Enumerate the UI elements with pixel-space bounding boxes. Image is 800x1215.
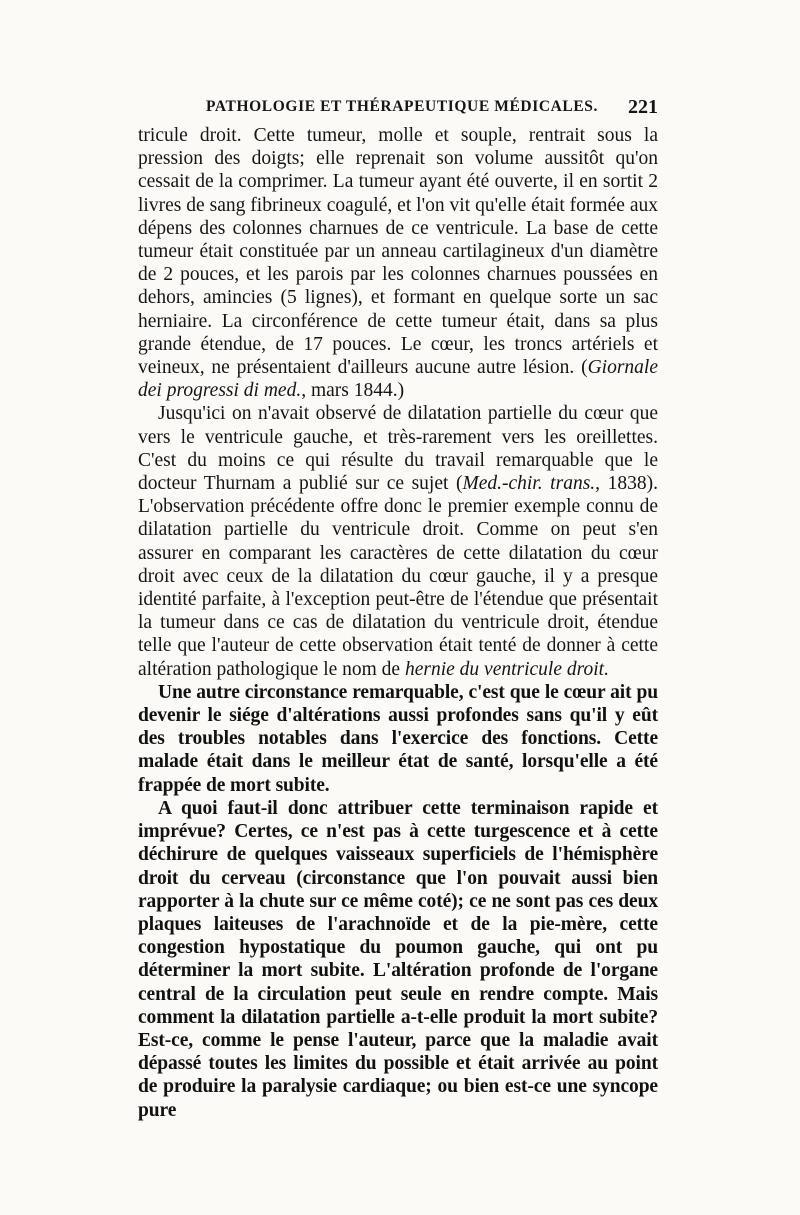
paragraph-3: Une autre circonstance remarquable, c'est que le cœur ait pu devenir le siége d'altérations aussi profondes sans qu'il y eût des troubles notables dans l'exercice des fonctions. Cette malade était dans le meilleur état de santé, lorsqu'elle a été frappée de mort subite. (138, 681, 658, 796)
paragraph-4: A quoi faut-il donc attribuer cette terminaison rapide et imprévue? Certes, ce n'est pas à cette turgescence et à cette déchirure de quelques vaisseaux superficiels de l'hémisphère droit du cerveau (circonstance que l'on pouvait aussi bien rapporter à la chute sur ce même coté); ce ne sont pas ces deux plaques laiteuses de l'arachnoïde et de la pie-mère, cette congestion hypostatique du poumon gauche, qui ont pu déterminer la mort subite. L'altération profonde de l'organe central de la circulation peut seule en rendre compte. Mais comment la dilatation partielle a-t-elle produit la mort subite? Est-ce, comme le pense l'auteur, parce que la maladie avait dépassé toutes les limites du possible et était arrivée au point de produire la paralysie cardiaque; ou bien est-ce une syncope pure (138, 797, 658, 1121)
paragraph-1: tricule droit. Cette tumeur, molle et souple, rentrait sous la pression des doigts; elle reprenait son volume aussitôt qu'on cessait de la comprimer. La tumeur ayant été ouverte, il en sortit 2 livres de sang fibrineux coagulé, et l'on vit qu'elle était formée aux dépens des colonnes charnues de ce ventricule. La base de cette tumeur était constituée par un anneau cartilagineux d'un diamètre de 2 pouces, et les parois par les colonnes charnues poussées en dehors, amincies (5 lignes), et formant en quelque sorte un sac herniaire. La circonférence de cette tumeur était, dans sa plus grande étendue, de 17 pouces. Le cœur, les troncs artériels et veineux, ne présentaient d'ailleurs aucune autre lésion. (Giornale dei progressi di med., mars 1844.) (138, 125, 658, 402)
citation-italic: Giornale dei progressi di med., (138, 357, 658, 402)
body-text (138, 124, 658, 1122)
citation-italic: Med.-chir. trans., (462, 473, 601, 495)
running-title: PATHOLOGIE ET THÉRAPEUTIQUE MÉDICALES. (206, 98, 599, 115)
page-header (206, 96, 658, 122)
page-number: 221 (628, 96, 658, 118)
paragraph-2: Jusqu'ici on n'avait observé de dilatation partielle du cœur que vers le ventricule gauche, et très-rarement vers les oreillettes. C'est du moins ce qui résulte du travail remarquable que le docteur Thurnam a publié sur ce sujet (Med.-chir. trans., 1838). L'observation précédente offre donc le premier exemple connu de dilatation partielle du ventricule droit. Comme on peut s'en assurer en comparant les caractères de cette dilatation du cœur droit avec ceux de la dilatation du cœur gauche, il y a presque identité parfaite, à l'exception peut-être de l'étendue que présentait la tumeur dans ce cas de dilatation du ventricule droit, étendue telle que l'auteur de cette observation était tenté de donner à cette altération pathologique le nom de hernie du ventricule droit. (138, 403, 658, 680)
term-italic: hernie du ventricule droit. (404, 658, 609, 680)
